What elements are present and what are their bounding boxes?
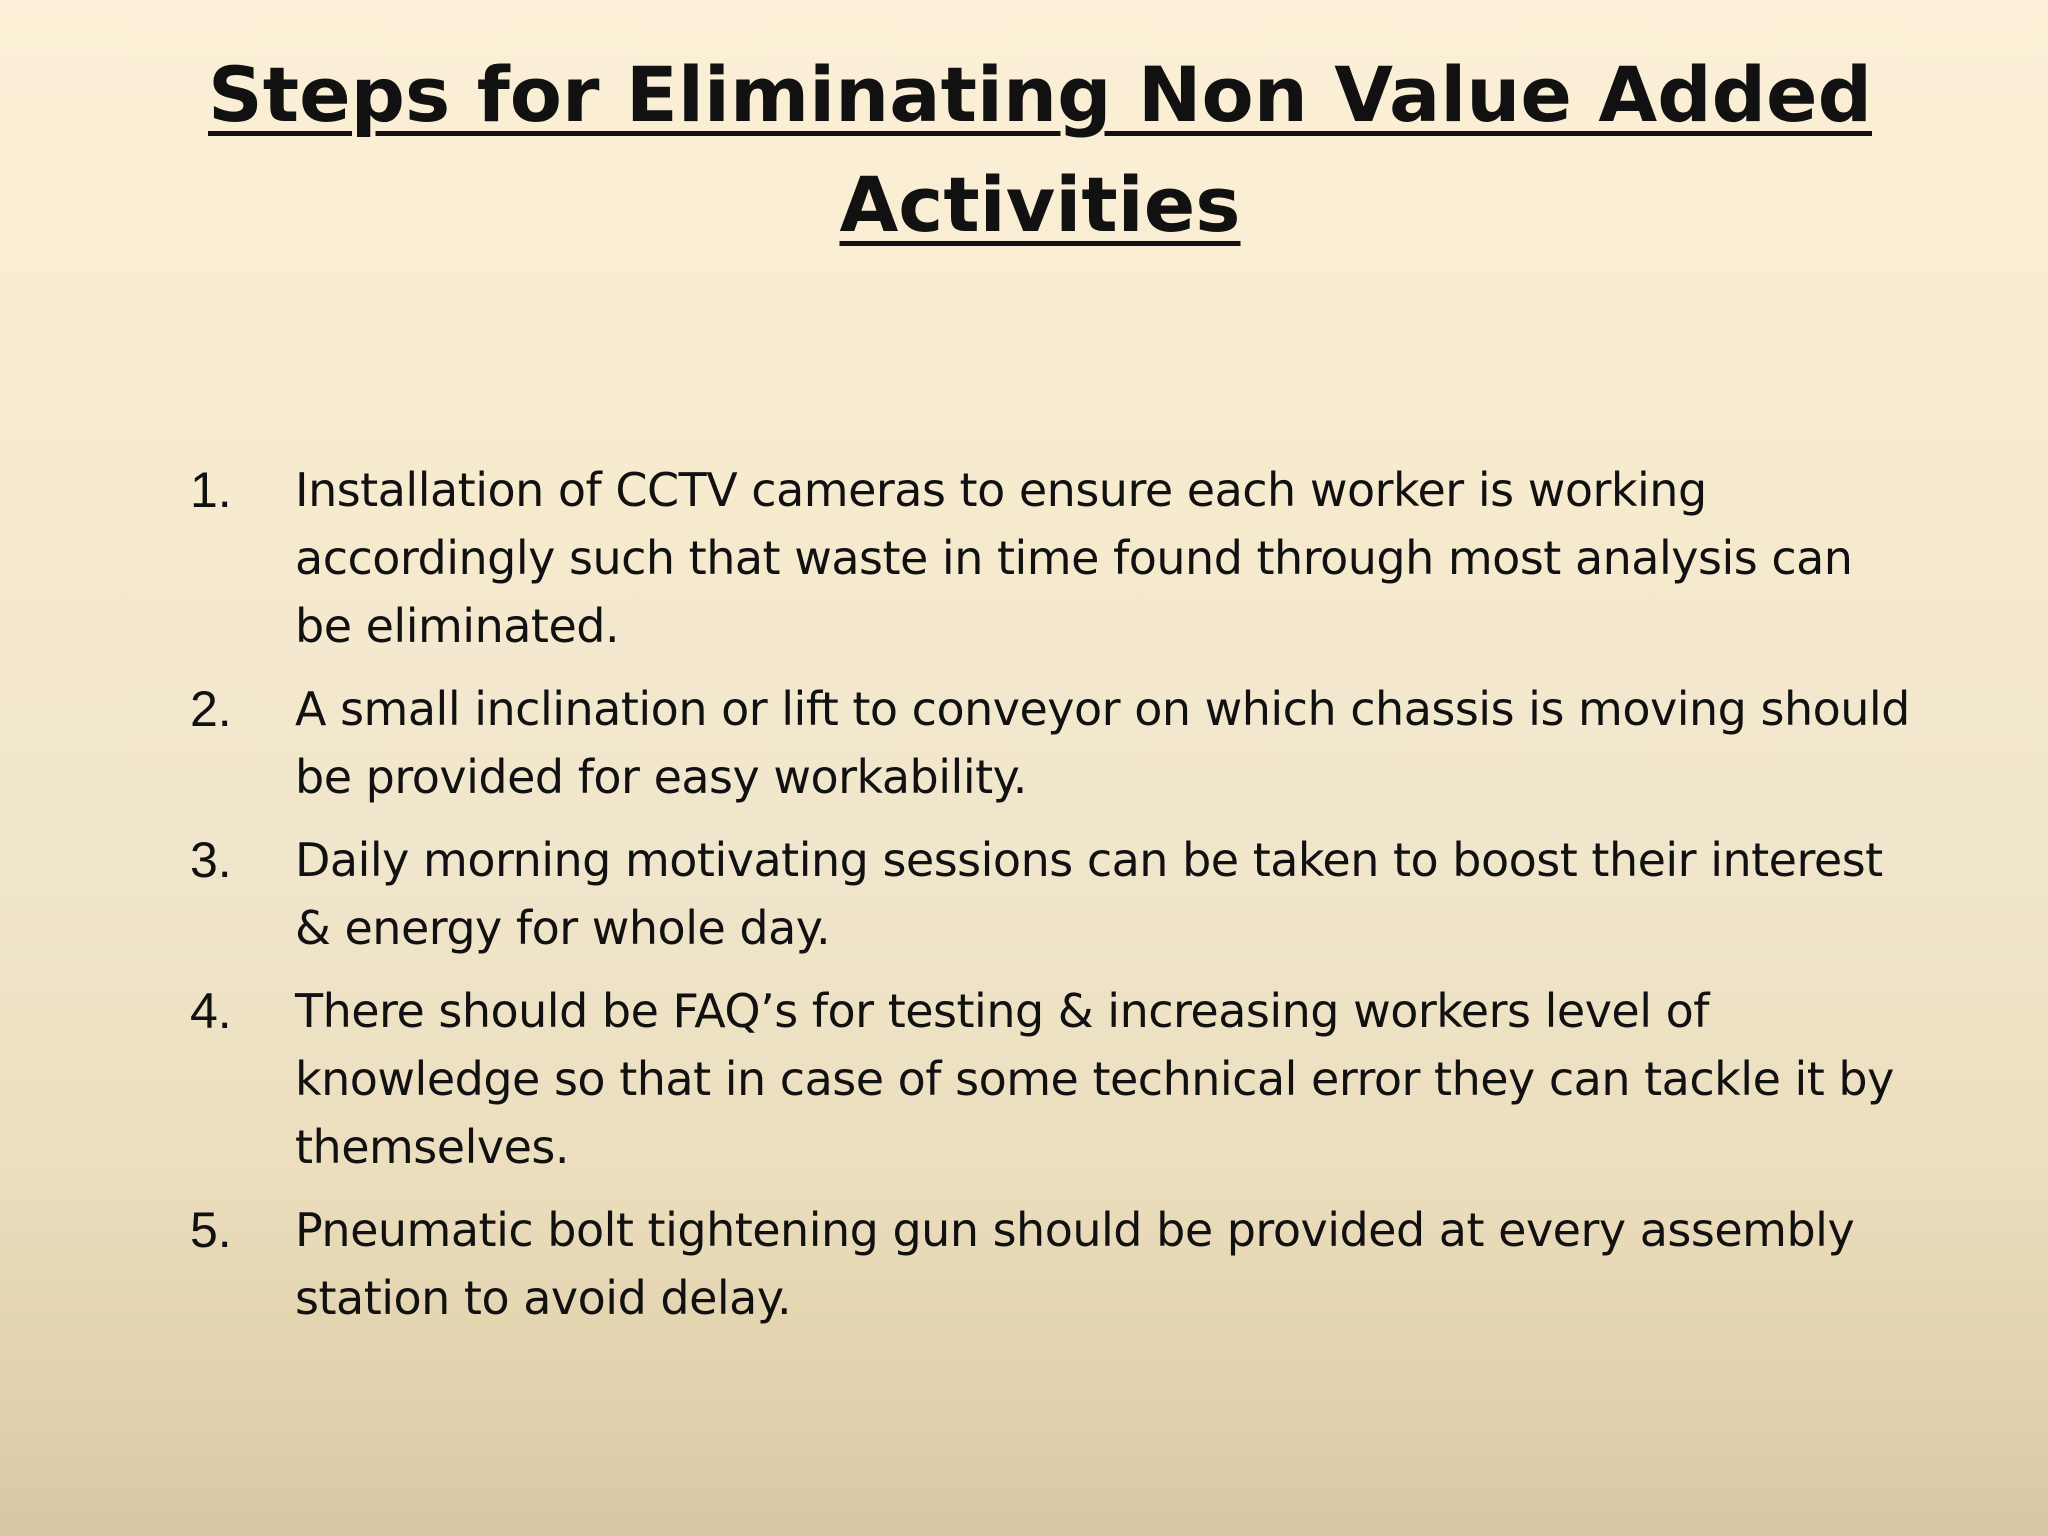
list-item — [190, 456, 1910, 660]
list-item — [190, 675, 1910, 811]
step-text: There should be FAQ’s for testing & increasing workers level of knowledge so that in case of some technical error they can tackle it by themselves. — [295, 984, 1894, 1174]
step-number: 2. — [190, 681, 232, 737]
slide-title-text: Steps for Eliminating Non Value Added Activities — [208, 50, 1872, 249]
list-item — [190, 977, 1910, 1181]
list-item — [190, 826, 1910, 962]
step-text: Pneumatic bolt tightening gun should be provided at every assembly station to avoid delay. — [295, 1203, 1855, 1325]
steps-list — [190, 456, 1910, 1347]
step-number: 4. — [190, 983, 232, 1039]
step-number: 3. — [190, 832, 232, 888]
step-text: A small inclination or lift to conveyor on which chassis is moving should be provided for easy workability. — [295, 682, 1910, 804]
step-number: 5. — [190, 1202, 232, 1258]
list-item — [190, 1196, 1910, 1332]
step-number: 1. — [190, 462, 232, 518]
slide-title — [180, 40, 1900, 260]
step-text: Daily morning motivating sessions can be taken to boost their interest & energy for whole day. — [295, 833, 1883, 955]
step-text: Installation of CCTV cameras to ensure each worker is working accordingly such that waste in time found through most analysis can be eliminated. — [295, 463, 1853, 653]
